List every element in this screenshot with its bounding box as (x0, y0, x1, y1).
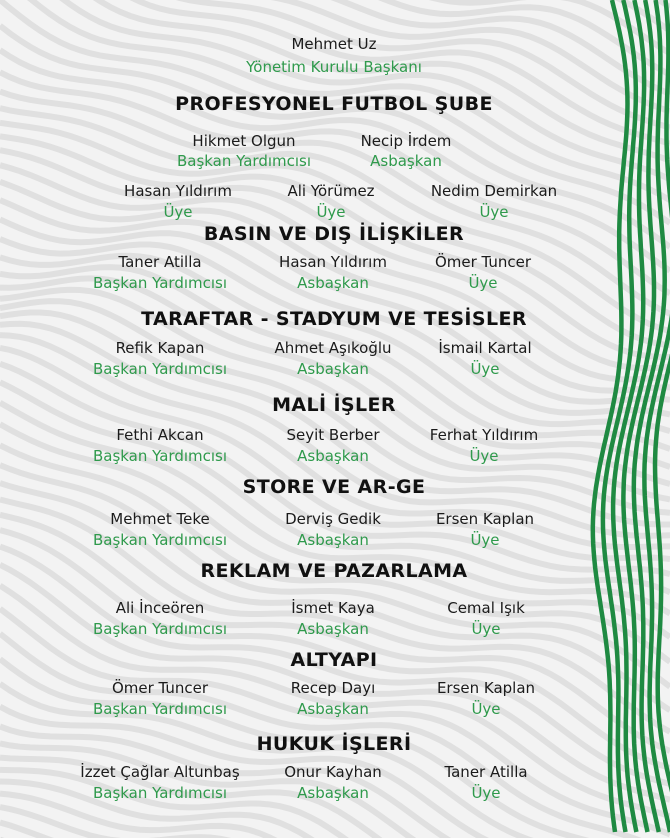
member-name: Ömer Tuncer (434, 253, 532, 271)
member-name: Hasan Yıldırım (124, 182, 232, 200)
member-role: Asbaşkan (297, 531, 369, 549)
section-title-taraftar: TARAFTAR - STADYUM VE TESİSLER (141, 308, 527, 330)
section-title-altyapi: ALTYAPI (290, 649, 378, 671)
member-name: Derviş Gedik (285, 510, 381, 528)
member-role: Üye (468, 274, 498, 292)
member-role: Üye (316, 203, 346, 221)
member-role: Asbaşkan (370, 152, 442, 170)
member-name: Hikmet Olgun (192, 132, 296, 150)
member-role: Başkan Yardımcısı (92, 531, 228, 549)
member-role: Üye (471, 620, 501, 638)
president-name: Mehmet Uz (291, 35, 377, 53)
section-title-profesyonel-futbol: PROFESYONEL FUTBOL ŞUBE (175, 93, 493, 115)
section-title-basin: BASIN VE DIŞ İLİŞKİLER (203, 223, 465, 245)
member-role: Başkan Yardımcısı (92, 620, 228, 638)
member-name: Taner Atilla (118, 253, 202, 271)
section-title-hukuk: HUKUK İŞLERİ (256, 733, 412, 755)
president-role: Yönetim Kurulu Başkanı (246, 58, 422, 76)
member-name: Fethi Akcan (116, 426, 204, 444)
member-name: Nedim Demirkan (430, 182, 558, 200)
member-role: Başkan Yardımcısı (176, 152, 312, 170)
section-title-reklam: REKLAM VE PAZARLAMA (200, 560, 468, 582)
member-role: Üye (163, 203, 193, 221)
member-name: İsmet Kaya (291, 599, 375, 617)
member-role: Üye (479, 203, 509, 221)
member-name: Mehmet Teke (110, 510, 210, 528)
member-role: Başkan Yardımcısı (92, 700, 228, 718)
member-name: Ferhat Yıldırım (429, 426, 539, 444)
member-role: Asbaşkan (297, 274, 369, 292)
member-name: Recep Dayı (290, 679, 376, 697)
member-role: Üye (469, 447, 499, 465)
member-name: Ali Yörümez (287, 182, 375, 200)
member-name: Ahmet Aşıkoğlu (274, 339, 392, 357)
member-role: Başkan Yardımcısı (92, 274, 228, 292)
member-name: Ersen Kaplan (435, 510, 535, 528)
member-role: Üye (470, 360, 500, 378)
member-role: Başkan Yardımcısı (92, 447, 228, 465)
member-name: Necip İrdem (360, 132, 452, 150)
member-role: Asbaşkan (297, 620, 369, 638)
member-name: Seyit Berber (286, 426, 380, 444)
member-role: Asbaşkan (297, 360, 369, 378)
member-name: Ali İnceören (115, 599, 205, 617)
member-name: İzzet Çağlar Altunbaş (80, 763, 240, 781)
member-name: Ömer Tuncer (111, 679, 209, 697)
member-name: Refik Kapan (115, 339, 205, 357)
member-name: Cemal Işık (447, 599, 525, 617)
member-role: Üye (470, 531, 500, 549)
member-name: Taner Atilla (444, 763, 528, 781)
section-title-mali-isler: MALİ İŞLER (272, 394, 396, 416)
member-name: Ersen Kaplan (436, 679, 536, 697)
member-role: Başkan Yardımcısı (92, 784, 228, 802)
member-role: Başkan Yardımcısı (92, 360, 228, 378)
member-role: Asbaşkan (297, 700, 369, 718)
member-role: Üye (471, 784, 501, 802)
member-role: Asbaşkan (297, 784, 369, 802)
member-role: Üye (471, 700, 501, 718)
member-name: Hasan Yıldırım (279, 253, 387, 271)
section-title-store: STORE VE AR-GE (242, 476, 426, 498)
member-role: Asbaşkan (297, 447, 369, 465)
member-name: İsmail Kartal (438, 339, 532, 357)
member-name: Onur Kayhan (284, 763, 382, 781)
